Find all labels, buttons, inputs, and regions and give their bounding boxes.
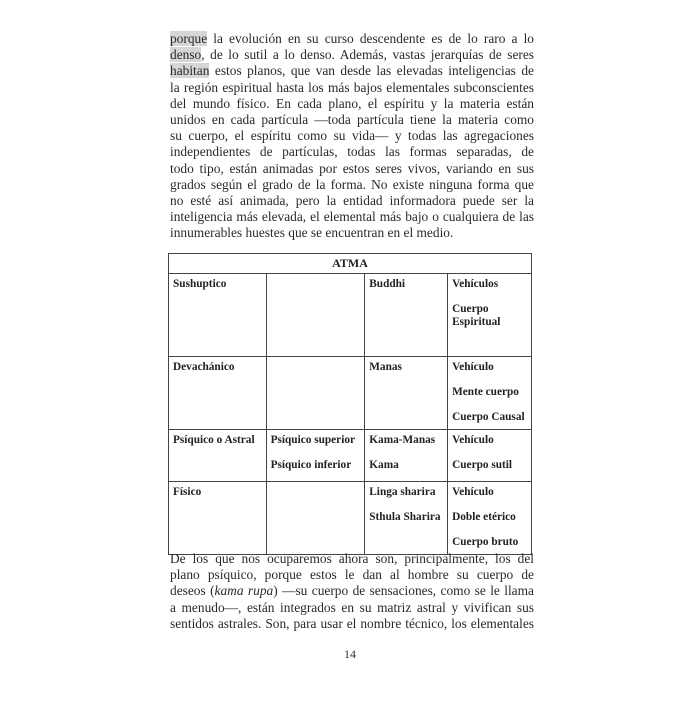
highlighted-word: porque [170,31,208,46]
vehicle-cell: Vehículo Cuerpo sutil [448,430,532,482]
table-row [169,430,532,482]
highlighted-word: denso [170,47,202,63]
highlighted-word: habitan [170,63,210,79]
principle-cell: Buddhi [365,274,448,357]
subplane-cell: Psíquico superior Psíquico inferior [266,430,365,482]
table-header-row [169,254,532,274]
plane-cell: Psíquico o Astral [169,430,267,482]
plane-cell: Físico [169,482,267,555]
table-row [169,482,532,555]
text-line: a menudo—, están integrados en su matriz astral y vivifican sus [170,599,534,615]
paragraph-2 [170,551,534,632]
text-line: deseos (kama rupa) —su cuerpo de sensaciones, como se le llama [170,583,534,599]
subplane-cell [266,482,365,555]
italic-term: kama rupa [214,583,274,599]
text-line: todo tipo, están animadas por estos seres vivos, variando en sus [170,160,534,176]
paragraph-1 [170,31,534,242]
text-line: la región espiritual hasta los más bajos elementales subconscientes [170,79,534,95]
table-row [169,274,532,357]
text-line: habitan estos planos, que van desde las elevadas inteligencias de [170,63,534,79]
vehicle-cell: Vehículo Doble etérico Cuerpo bruto [448,482,532,555]
text-line: porque la evolución en su curso descendente es de lo raro a lo [170,31,534,46]
text-line: plano psíquico, porque estos le dan al hombre su cuerpo de [170,567,534,583]
text-line: denso, de lo sutil a lo denso. Además, vastas jerarquías de seres [170,47,534,63]
text-line: independientes de partículas, todas las formas separadas, de [170,144,534,160]
vehicle-cell: Vehículo Mente cuerpo Cuerpo Causal [448,357,532,430]
text-line: no esté así animada, pero la entidad informadora puede ser la [170,193,534,209]
planes-table [168,253,532,555]
text-line: sentidos astrales. Son, para usar el nombre técnico, los elementales [170,615,534,631]
text-line: De los que nos ocuparemos ahora son, principalmente, los del [170,551,534,566]
plane-cell: Sushuptico [169,274,267,357]
table-header-atma: ATMA [169,254,532,274]
page-number: 14 [344,647,356,661]
principle-cell: Manas [365,357,448,430]
text-line: su cuerpo, el espíritu como su vida— y todas las agregaciones [170,128,534,144]
principle-cell: Linga sharira Sthula Sharira [365,482,448,555]
text-line: unidos en cada partícula —toda partícula tiene la materia como [170,112,534,128]
subplane-cell [266,357,365,430]
text-line: inteligencia más elevada, el elemental más bajo o cualquiera de las [170,209,534,225]
plane-cell: Devachánico [169,357,267,430]
principle-cell: Kama-Manas Kama [365,430,448,482]
subplane-cell [266,274,365,357]
text-line: del mundo físico. En cada plano, el espíritu y la materia están [170,95,534,111]
text-line: grados según el grado de la forma. No existe ninguna forma que [170,176,534,192]
text-line: innumerables huestes que se encuentran en el medio. [170,225,454,241]
table-row [169,357,532,430]
vehicle-cell: Vehículos Cuerpo Espiritual [448,274,532,357]
